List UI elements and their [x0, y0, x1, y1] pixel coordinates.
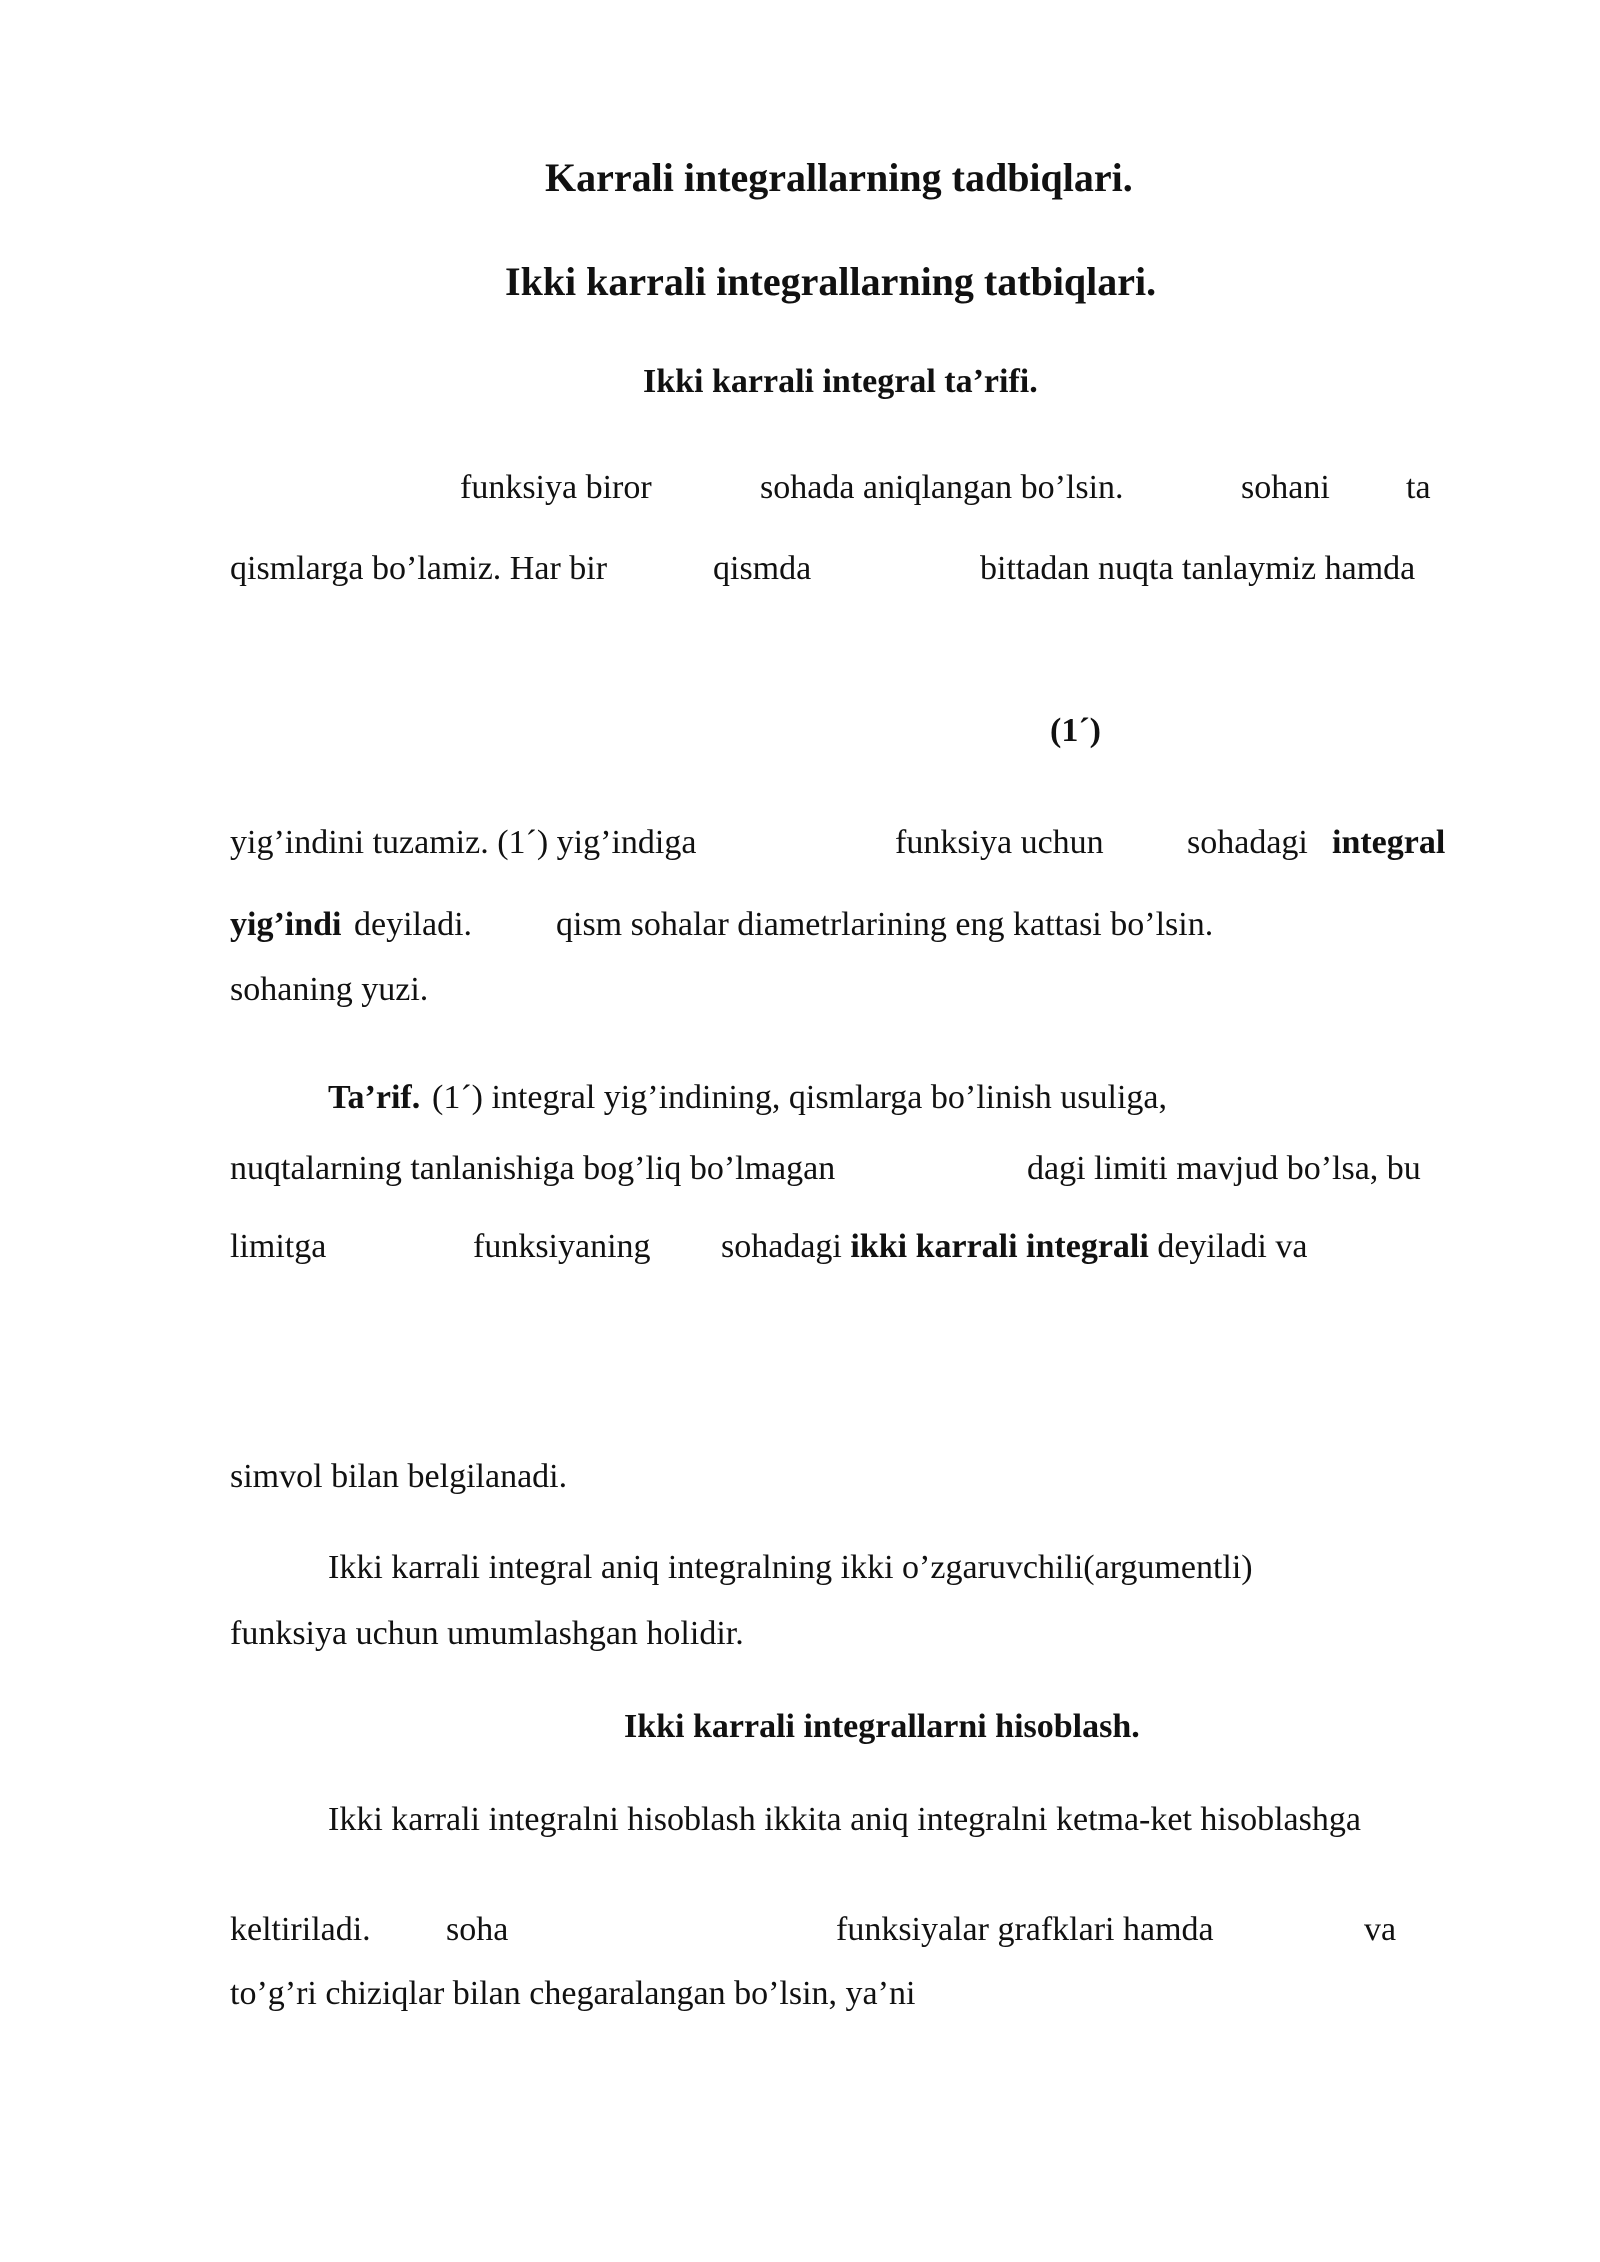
- text-fragment: to’g’ri chiziqlar bilan chegaralangan bo’lsin, ya’ni: [230, 1975, 916, 2012]
- subsection-heading-computation: Ikki karrali integrallarni hisoblash.: [624, 1708, 1140, 1745]
- text-fragment: sohani: [1241, 469, 1330, 506]
- text-fragment: nuqtalarning tanlanishiga bog’liq bo’lmagan: [230, 1150, 836, 1187]
- text-fragment: limitga: [230, 1228, 327, 1265]
- text-fragment: sohada aniqlangan bo’lsin.: [760, 469, 1124, 506]
- subsection-heading-definition: Ikki karrali integral ta’rifi.: [643, 363, 1038, 400]
- text-fragment: sohadagi: [721, 1228, 851, 1265]
- text-fragment-bold: ikki karrali integrali: [850, 1228, 1149, 1265]
- text-fragment: soha: [446, 1911, 509, 1948]
- text-fragment: deyiladi va: [1148, 1228, 1308, 1265]
- text-fragment: funksiya biror: [460, 469, 652, 506]
- text-fragment: Ikki karrali integralni hisoblash ikkita aniq integralni ketma-ket hisoblashga: [328, 1801, 1361, 1838]
- text-fragment: qismda: [713, 550, 812, 587]
- page-title: Karrali integrallarning tadbiqlari.: [545, 155, 1133, 200]
- text-fragment: ta: [1406, 469, 1431, 506]
- text-fragment: (1´) integral yig’indining, qismlarga bo’linish usuliga,: [432, 1079, 1167, 1116]
- text-fragment: funksiya uchun umumlashgan holidir.: [230, 1615, 744, 1652]
- text-fragment: dagi limiti mavjud bo’lsa, bu: [1027, 1150, 1421, 1187]
- equation-label: (1´): [1050, 712, 1101, 749]
- text-fragment: yig’indini tuzamiz. (1´) yig’indiga: [230, 824, 697, 861]
- text-fragment: deyiladi.: [354, 906, 473, 943]
- text-fragment: funksiyaning: [473, 1228, 651, 1265]
- text-fragment-bold: integral: [1332, 824, 1446, 861]
- text-fragment: funksiyalar grafklari hamda: [836, 1911, 1214, 1948]
- section-heading: Ikki karrali integrallarning tatbiqlari.: [505, 259, 1157, 304]
- text-fragment: Ikki karrali integral aniq integralning ikki o’zgaruvchili(argumentli): [328, 1549, 1253, 1586]
- text-fragment: qismlarga bo’lamiz. Har bir: [230, 550, 608, 587]
- definition-label: Ta’rif.: [328, 1079, 421, 1116]
- paragraph-symbol: simvol bilan belgilanadi.: [230, 1458, 568, 1495]
- text-fragment-bold: yig’indi: [230, 906, 342, 943]
- text-fragment: sohadagi: [1187, 824, 1308, 861]
- text-fragment: qism sohalar diametrlarining eng kattasi bo’lsin.: [556, 906, 1214, 943]
- text-fragment: va: [1364, 1911, 1397, 1948]
- text-fragment: keltiriladi.: [230, 1911, 371, 1948]
- text-fragment: funksiya uchun: [895, 824, 1104, 861]
- text-fragment-mixed: [721, 1230, 1307, 1264]
- text-fragment: sohaning yuzi.: [230, 971, 429, 1008]
- text-fragment: bittadan nuqta tanlaymiz hamda: [980, 550, 1416, 587]
